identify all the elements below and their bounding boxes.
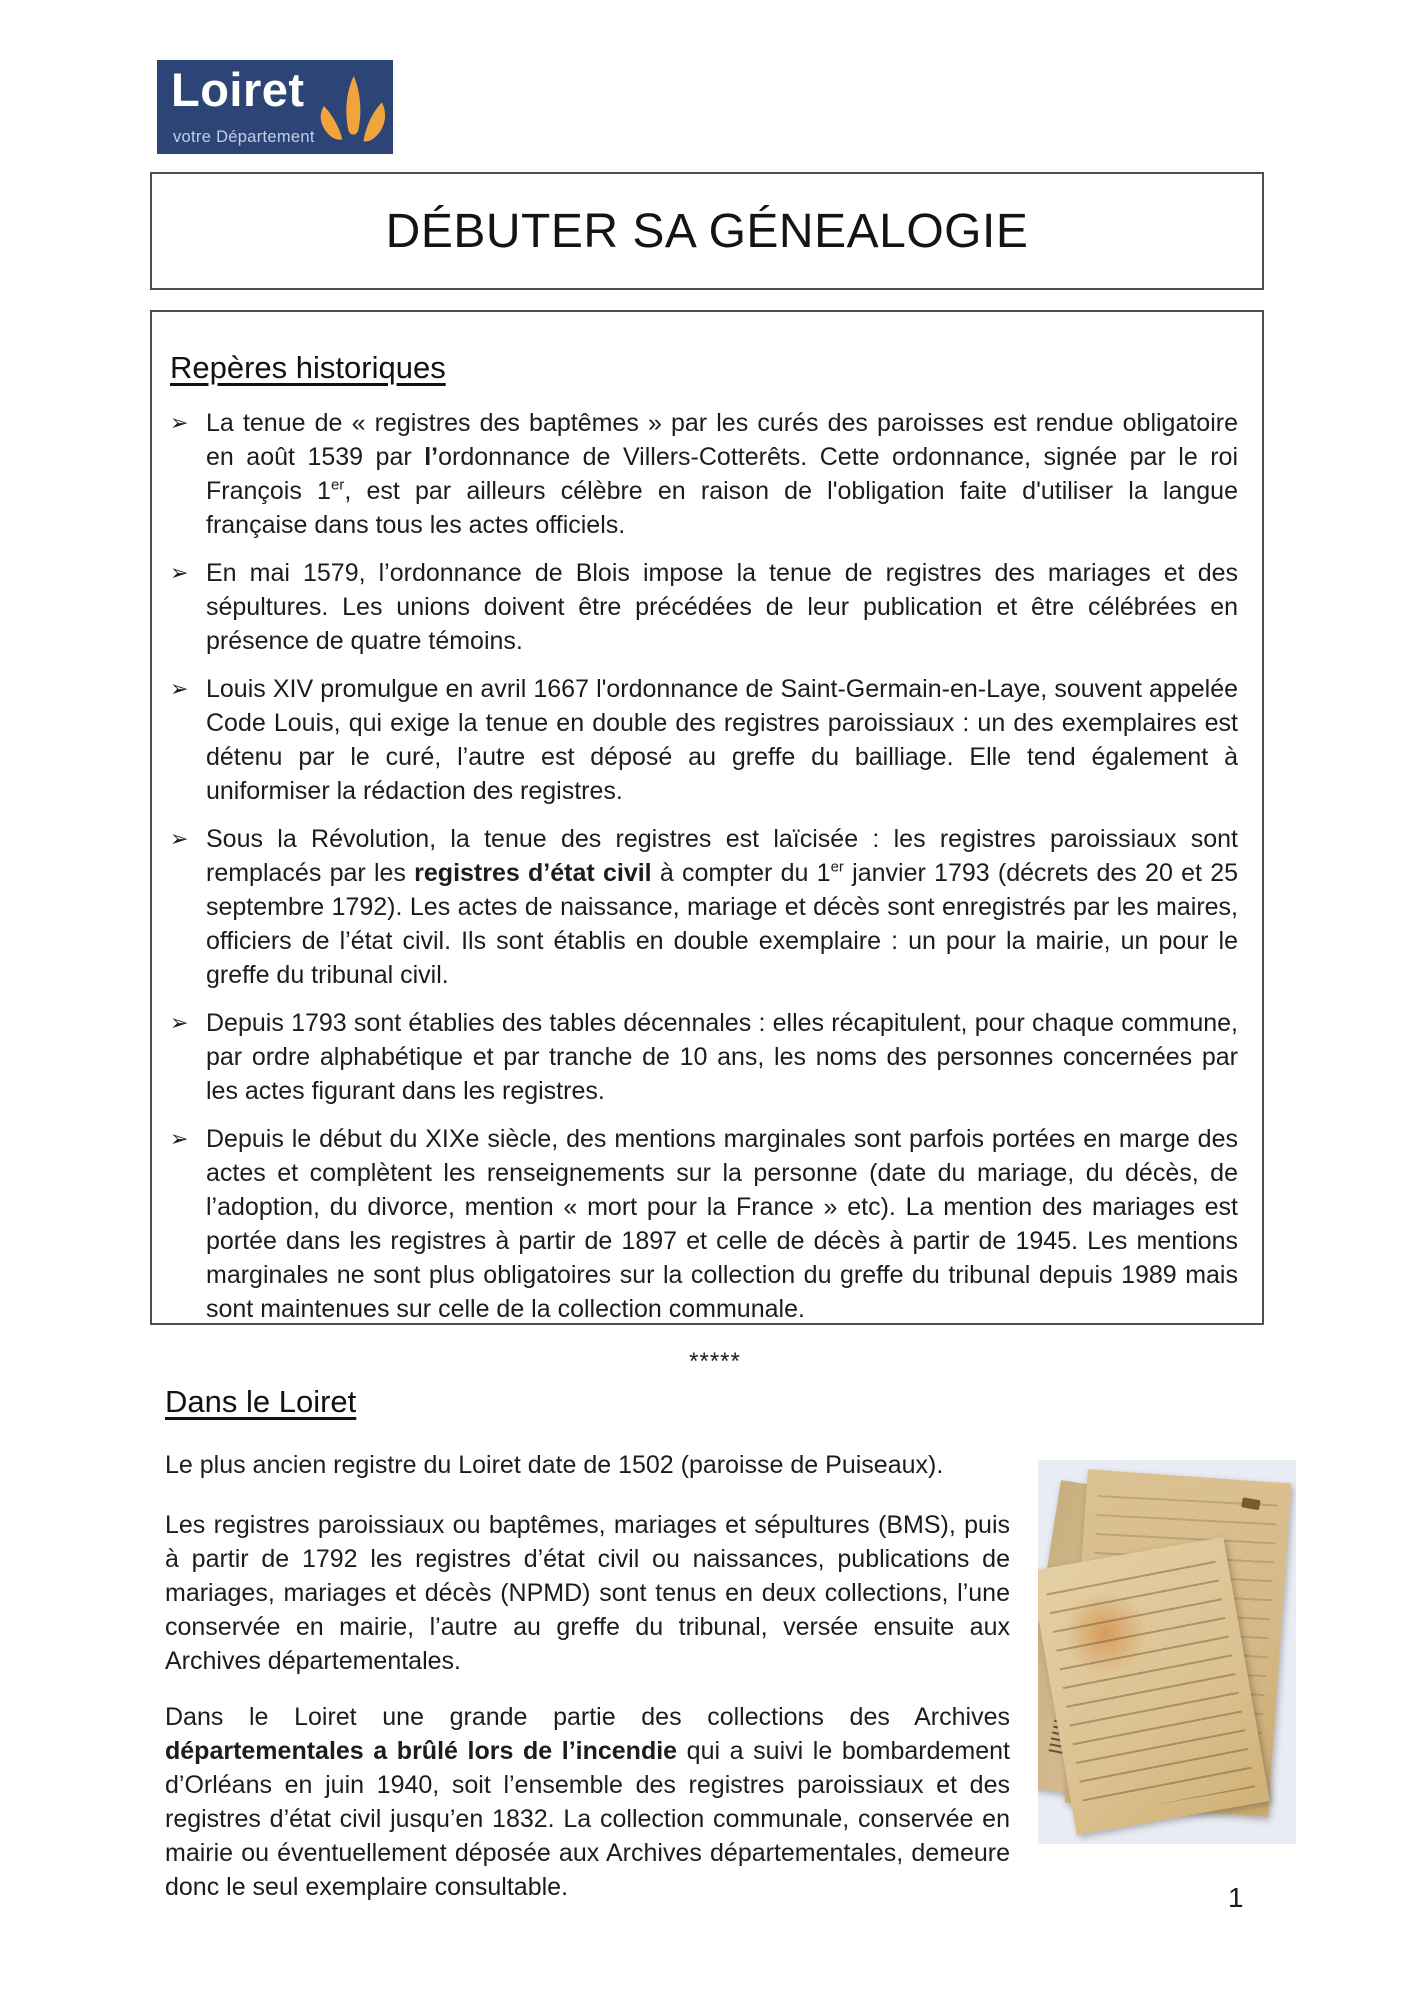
historical-section (150, 310, 1264, 1325)
page-number: 1 (1228, 1882, 1244, 1913)
arrow-bullet-icon: ➢ (170, 1127, 189, 1152)
old-registers-photo (1038, 1460, 1296, 1844)
bullet-item (170, 556, 1238, 658)
bullet-text: Depuis le début du XIXe siècle, des mentions marginales sont parfois portées en marge des actes et complètent les renseignements sur la personne (date du mariage, du décès, de l’adoption, du divorce, mention « mort pour la France » etc). La mention des mariages est portée dans les registres à partir de 1897 et celle de décès à partir de 1945. Les mentions marginales ne sont plus obligatoires sur la collection du greffe du tribunal depuis 1989 mais sont maintenues sur celle de la collection communale. (206, 1125, 1238, 1323)
bullet-item (170, 822, 1238, 992)
arrow-bullet-icon: ➢ (170, 827, 189, 852)
arrow-bullet-icon: ➢ (170, 561, 189, 586)
arrow-bullet-icon: ➢ (170, 411, 189, 436)
paragraph: Dans le Loiret une grande partie des collections des Archives départementales a brûlé lors de l’incendie qui a suivi le bombardement d’Orléans en juin 1940, soit l’ensemble des registres paroissiaux et des registres d’état civil jusqu’en 1832. La collection communale, conservée en mairie ou éventuellement déposée aux Archives départementales, demeure donc le seul exemplaire consultable. (165, 1703, 1010, 1901)
leaf-icon (316, 76, 388, 150)
loiret-heading: Dans le Loiret (165, 1384, 357, 1419)
bullet-text: Sous la Révolution, la tenue des registres est laïcisée : les registres paroissiaux sont remplacés par les registres d’état civil à compter du 1er janvier 1793 (décrets des 20 et 25 septembre 1792). Les actes de naissance, mariage et décès sont enregistrés par les maires, officiers de l’état civil. Ils sont établis en double exemplaire : un pour la mairie, un pour le greffe du tribunal civil. (206, 825, 1239, 989)
bullet-text: La tenue de « registres des baptêmes » par les curés des paroisses est rendue obligatoire en août 1539 par l’ordonnance de Villers-Cotterêts. Cette ordonnance, signée par le roi François 1er, est par ailleurs célèbre en raison de l'obligation faite d'utiliser la langue française dans tous les actes officiels. (206, 409, 1239, 539)
bullet-list (170, 406, 1238, 1325)
bullet-item (170, 406, 1238, 542)
bullet-item (170, 1122, 1238, 1325)
bullet-item (170, 1006, 1238, 1108)
title-box (150, 172, 1264, 290)
arrow-bullet-icon: ➢ (170, 1011, 189, 1036)
bullet-text: Louis XIV promulgue en avril 1667 l'ordonnance de Saint-Germain-en-Laye, souvent appelée Code Louis, qui exige la tenue en double des registres paroissiaux : un des exemplaires est détenu par le curé, l’autre est déposé au greffe du bailliage. Elle tend également à uniformiser la rédaction des registres. (206, 675, 1238, 805)
bullet-text: Depuis 1793 sont établies des tables décennales : elles récapitulent, pour chaque commune, par ordre alphabétique et par tranche de 10 ans, les noms des personnes concernées par les actes figurant dans les registres. (206, 1009, 1238, 1105)
bullet-item (170, 672, 1238, 808)
paragraph: Le plus ancien registre du Loiret date de 1502 (paroisse de Puiseaux). (165, 1451, 944, 1479)
page-title: DÉBUTER SA GÉNEALOGIE (385, 204, 1029, 258)
loiret-section (165, 1348, 1265, 1904)
loiret-logo (157, 60, 393, 154)
stars-separator: ***** (689, 1348, 741, 1375)
historical-heading: Repères historiques (170, 350, 446, 385)
logo-name: Loiret (171, 63, 305, 116)
bullet-text: En mai 1579, l’ordonnance de Blois impose la tenue de registres des mariages et des sépultures. Les unions doivent être précédées de leur publication et être célébrées en présence de quatre témoins. (206, 559, 1238, 655)
paragraph: Les registres paroissiaux ou baptêmes, mariages et sépultures (BMS), puis à partir de 1792 les registres d’état civil ou naissances, publications de mariages, mariages et décès (NPMD) sont tenus en deux collections, l’une conservée en mairie, l’autre au greffe du tribunal, versée ensuite aux Archives départementales. (165, 1511, 1010, 1675)
photo-handwriting (1045, 1555, 1255, 1817)
logo-tagline: votre Département (173, 128, 315, 146)
arrow-bullet-icon: ➢ (170, 677, 189, 702)
